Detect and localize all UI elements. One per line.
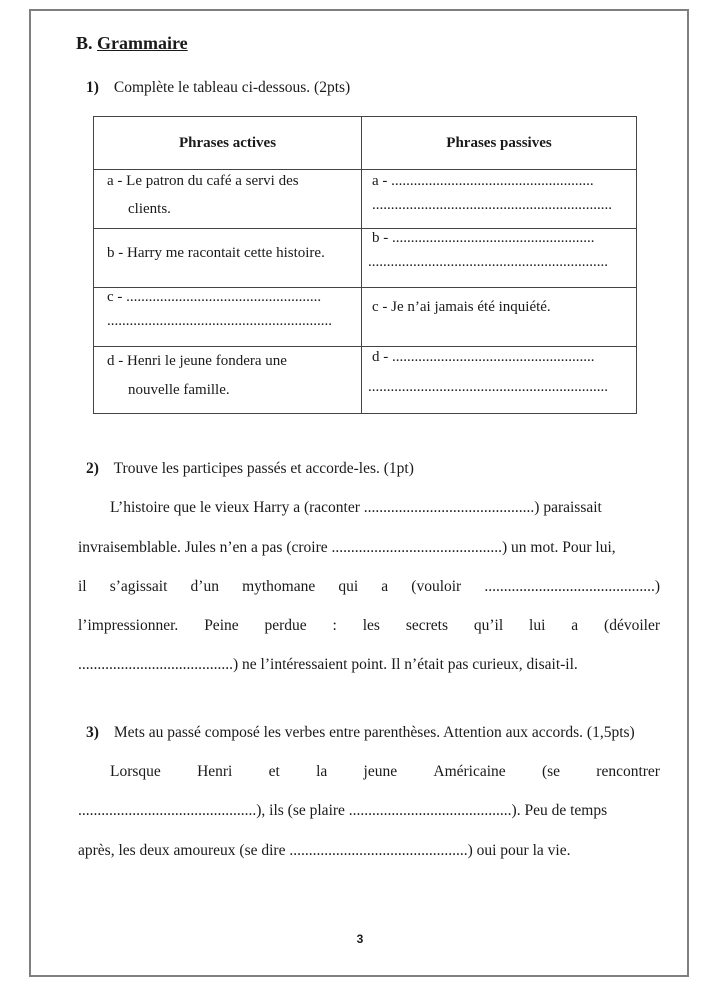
table-row	[94, 229, 637, 288]
active-sentence-cont: nouvelle famille.	[128, 382, 230, 398]
active-sentence: d - Henri le jeune fondera une	[107, 353, 287, 369]
word: mythomane	[242, 578, 316, 595]
exercise-line: ........................................) ne l’intéressaient point. Il n’était pas curieux, disait-il.	[78, 656, 578, 673]
page-number: 3	[356, 932, 364, 946]
question-text: Trouve les participes passés et accorde-les. (1pt)	[113, 460, 414, 477]
passive-blank: b - ......................................................	[372, 230, 595, 246]
question-text: Mets au passé composé les verbes entre parenthèses. Attention aux accords. (1,5pts)	[113, 724, 635, 741]
table-header-row	[94, 117, 637, 170]
word: :	[332, 617, 337, 634]
passive-blank: a - ......................................................	[372, 173, 594, 189]
passive-blank-cont: ................................................................	[372, 197, 612, 213]
word: Peine	[204, 617, 239, 634]
passive-blank-cont: ................................................................	[368, 254, 608, 270]
question-1	[86, 79, 350, 97]
question-number: 3)	[86, 724, 99, 741]
section-title	[76, 33, 188, 54]
table-row	[94, 170, 637, 229]
blank: ............................................)	[484, 578, 660, 595]
exercise-line: ..............................................), ils (se plaire ..........................................). Peu de temps	[78, 802, 608, 819]
word: perdue	[264, 617, 307, 634]
grammar-table	[93, 116, 637, 414]
question-text: Complète le tableau ci-dessous. (2pts)	[113, 79, 351, 96]
exercise-line	[78, 617, 660, 635]
word: Henri	[197, 763, 233, 780]
word: d’un	[190, 578, 219, 595]
word: (se	[541, 763, 561, 780]
word: secrets	[405, 617, 448, 634]
word: Lorsque	[110, 763, 161, 780]
question-number: 1)	[86, 79, 99, 96]
active-sentence: a - Le patron du café a servi des	[107, 173, 299, 189]
word: rencontrer	[596, 763, 660, 780]
word: jeune	[363, 763, 398, 780]
word: s’agissait	[109, 578, 168, 595]
column-header: Phrases passives	[362, 117, 637, 170]
word: a	[571, 617, 579, 634]
active-blank: c - ....................................................	[107, 289, 322, 305]
active-sentence-cont: clients.	[128, 201, 171, 217]
passive-blank-cont: ................................................................	[368, 379, 608, 395]
table-row	[94, 347, 637, 414]
word: il	[78, 578, 87, 595]
word: et	[268, 763, 280, 780]
active-blank-cont: ............................................................	[107, 313, 332, 329]
word: qu’il	[473, 617, 504, 634]
active-sentence: b - Harry me racontait cette histoire.	[107, 245, 325, 261]
word: les	[362, 617, 380, 634]
exercise-line: L’histoire que le vieux Harry a (raconter ............................................) paraissait	[110, 499, 602, 516]
word: l’impressionner.	[78, 617, 179, 634]
word: lui	[529, 617, 546, 634]
word: Américaine	[433, 763, 506, 780]
table-row	[94, 288, 637, 347]
section-letter: B.	[76, 33, 93, 53]
exercise-line: invraisemblable. Jules n’en a pas (croire ............................................) un mot. Pour lui,	[78, 539, 616, 556]
exercise-line	[110, 763, 660, 781]
word: qui	[338, 578, 359, 595]
question-2	[86, 460, 414, 478]
exercise-line: après, les deux amoureux (se dire ..............................................) oui pour la vie.	[78, 842, 571, 859]
word: a	[381, 578, 389, 595]
word: la	[316, 763, 328, 780]
passive-blank: d - ......................................................	[372, 349, 595, 365]
column-header: Phrases actives	[94, 117, 362, 170]
passive-sentence: c - Je n’ai jamais été inquiété.	[372, 299, 551, 315]
exercise-line	[78, 578, 660, 596]
word: (vouloir	[411, 578, 462, 595]
word: (dévoiler	[604, 617, 660, 634]
question-number: 2)	[86, 460, 99, 477]
section-name: Grammaire	[97, 33, 188, 53]
question-3	[86, 724, 635, 742]
